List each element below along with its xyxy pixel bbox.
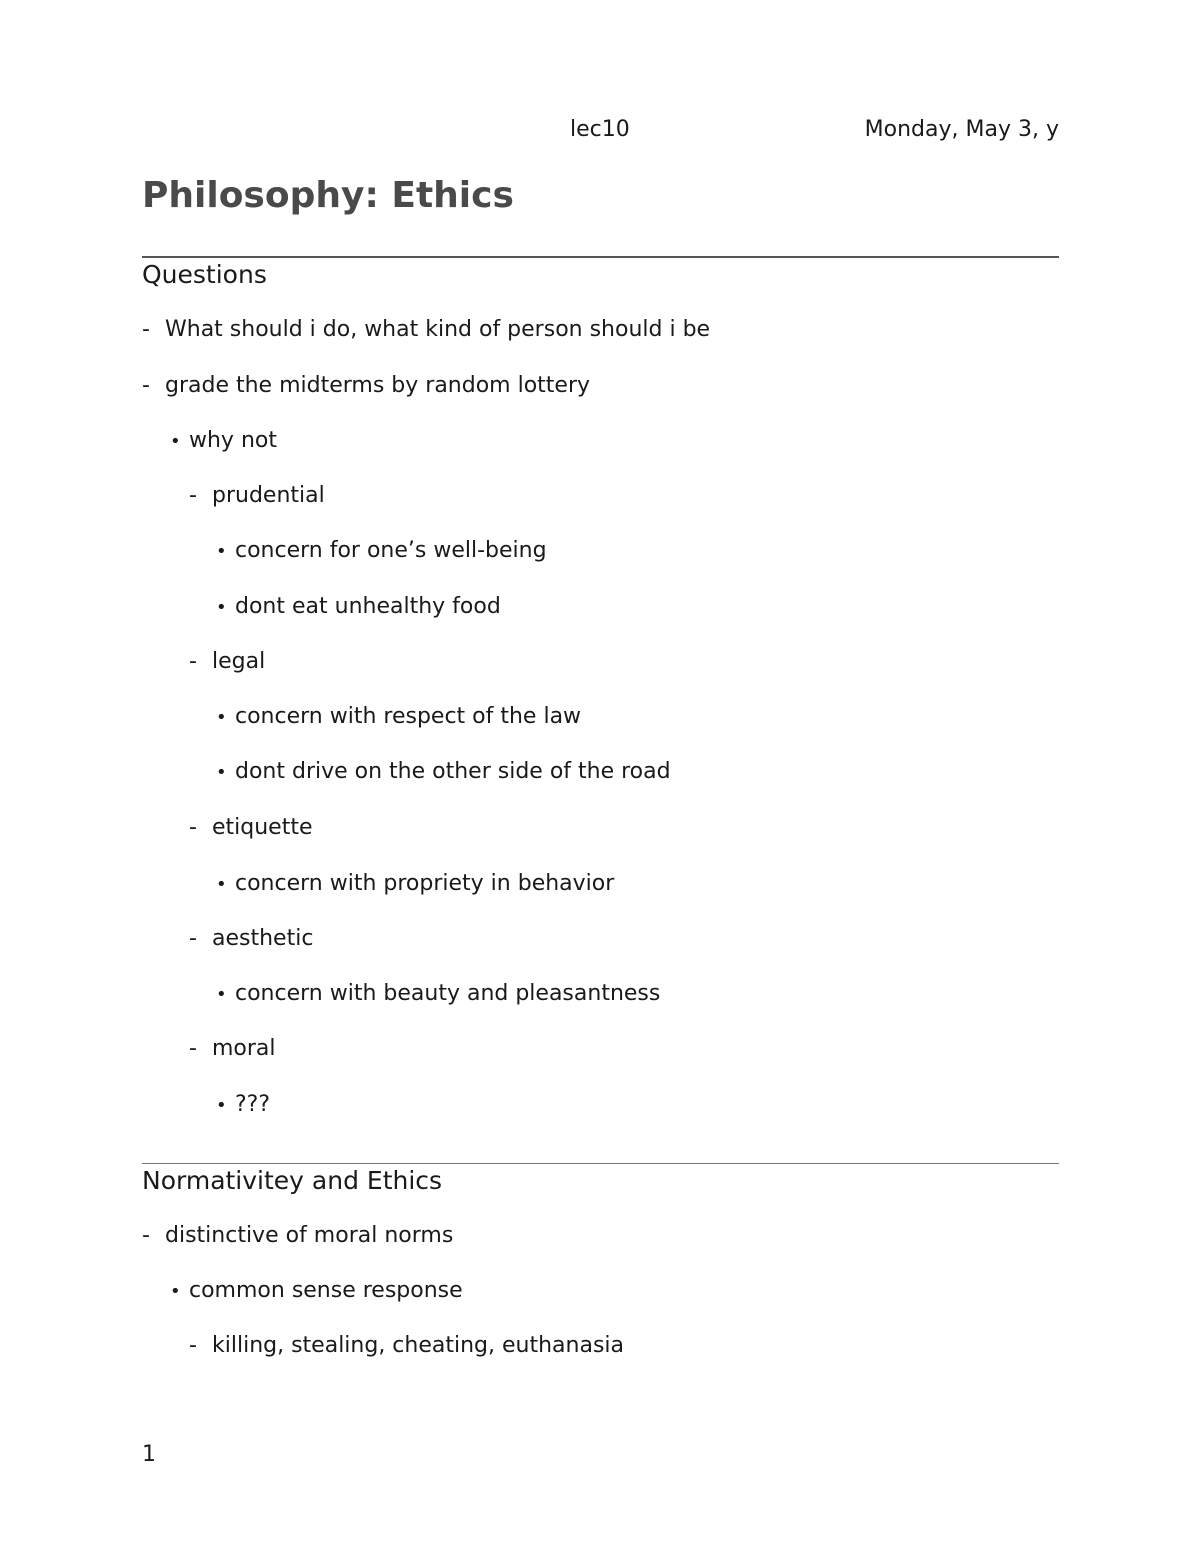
list-item-text: dont drive on the other side of the road — [235, 759, 671, 784]
dash-marker: - — [189, 1333, 197, 1358]
bullet-marker: • — [216, 707, 227, 728]
section-divider — [142, 1163, 1059, 1164]
list-item — [189, 814, 313, 842]
list-item-text: moral — [212, 1036, 276, 1061]
list-item-text: concern with beauty and pleasantness — [235, 981, 661, 1006]
bullet-marker: • — [216, 984, 227, 1005]
dash-marker: - — [189, 815, 197, 840]
bullet-marker: • — [216, 762, 227, 783]
list-item-text: why not — [189, 428, 277, 453]
dash-marker: - — [189, 926, 197, 951]
list-item-text: grade the midterms by random lottery — [165, 373, 591, 398]
list-item — [170, 1277, 463, 1306]
list-item-text: distinctive of moral norms — [165, 1223, 454, 1248]
list-item — [216, 703, 581, 732]
list-item — [216, 980, 660, 1009]
header-lecture-name: lec10 — [570, 117, 630, 142]
list-item — [216, 593, 501, 622]
list-item — [189, 648, 265, 676]
dash-marker: - — [142, 317, 150, 342]
dash-marker: - — [189, 483, 197, 508]
list-item-text: concern with propriety in behavior — [235, 871, 615, 896]
list-item — [216, 537, 547, 566]
list-item — [142, 372, 590, 400]
list-item-text: dont eat unhealthy food — [235, 594, 501, 619]
bullet-marker: • — [170, 431, 181, 452]
list-item — [216, 758, 671, 787]
list-item-text: common sense response — [189, 1278, 463, 1303]
list-item-text: concern with respect of the law — [235, 704, 582, 729]
list-item — [189, 1332, 624, 1360]
list-item-text: aesthetic — [212, 926, 314, 951]
list-item — [216, 1091, 270, 1120]
dash-marker: - — [189, 1036, 197, 1061]
list-item — [142, 316, 710, 344]
bullet-marker: • — [216, 1095, 227, 1116]
bullet-marker: • — [216, 874, 227, 895]
page-title: Philosophy: Ethics — [142, 175, 514, 216]
list-item-text: killing, stealing, cheating, euthanasia — [212, 1333, 625, 1358]
section-heading-normativity: Normativitey and Ethics — [142, 1166, 443, 1195]
section-heading-questions: Questions — [142, 260, 267, 289]
header-date: Monday, May 3, y — [864, 117, 1059, 142]
dash-marker: - — [142, 373, 150, 398]
list-item — [142, 1222, 453, 1250]
list-item — [189, 925, 313, 953]
bullet-marker: • — [216, 541, 227, 562]
page-number: 1 — [142, 1442, 156, 1467]
title-divider — [142, 256, 1059, 258]
bullet-marker: • — [216, 597, 227, 618]
list-item — [216, 870, 614, 899]
list-item-text: etiquette — [212, 815, 313, 840]
dash-marker: - — [189, 649, 197, 674]
list-item-text: What should i do, what kind of person should i be — [165, 317, 711, 342]
list-item-text: prudential — [212, 483, 325, 508]
bullet-marker: • — [170, 1281, 181, 1302]
list-item-text: concern for one’s well-being — [235, 538, 547, 563]
dash-marker: - — [142, 1223, 150, 1248]
list-item — [189, 482, 325, 510]
list-item-text: legal — [212, 649, 266, 674]
list-item — [189, 1035, 276, 1063]
list-item — [170, 427, 277, 456]
list-item-text: ??? — [235, 1092, 271, 1117]
